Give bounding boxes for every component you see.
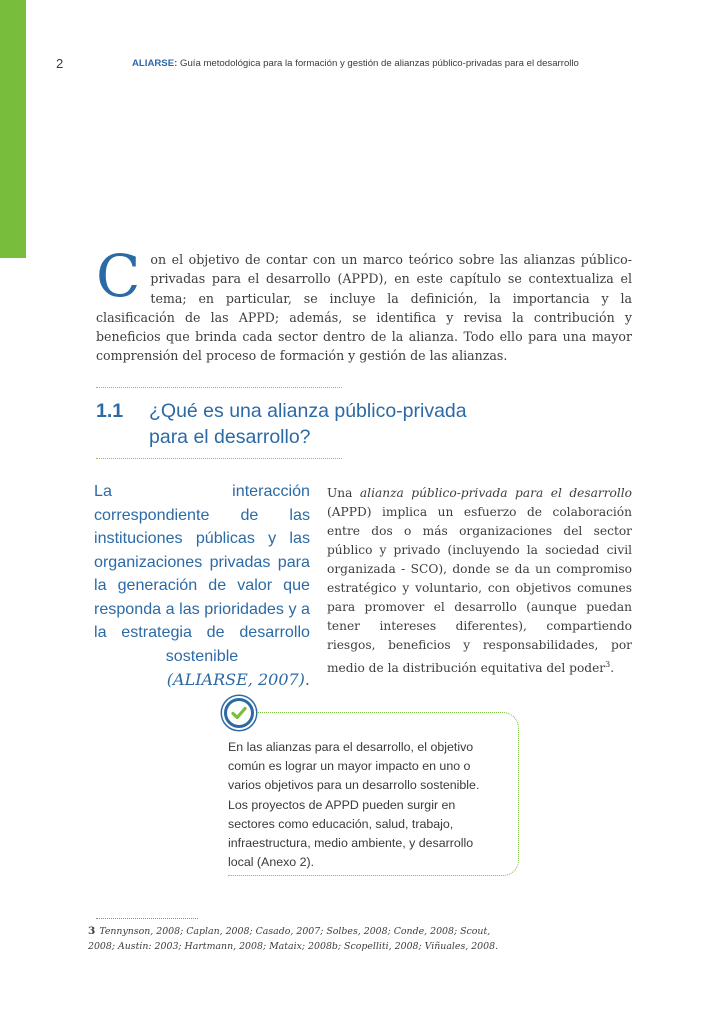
footnote-divider	[96, 918, 198, 919]
page-number: 2	[56, 56, 64, 71]
definition-lead: Una	[327, 486, 360, 500]
definition-term: alianza público-privada para el desarrollo	[359, 486, 633, 500]
footnote-mark: 3	[88, 925, 96, 937]
pull-quote-text: La interacción correspondiente de las instituciones públicas y las organizaciones privadas para la generación de valor que responda a las prioridades y a la estrategia de desarrollo sostenible	[94, 482, 310, 665]
heading-top-divider	[96, 387, 342, 388]
header-brand: ALIARSE:	[132, 58, 178, 69]
side-color-bar	[0, 0, 26, 258]
pull-quote	[94, 480, 310, 692]
pull-quote-citation: (ALIARSE, 2007).	[166, 670, 310, 689]
callout-text: En las alianzas para el desarrollo, el objetivo común es lograr un mayor impacto en uno o varios objetivos para un desarrollo sostenible. Los proyectos de APPD pueden surgir en sectores como educación, salud, trabajo, infraestructura, medio ambiente, y desarrollo local (Anexo 2).	[228, 740, 480, 870]
running-header	[132, 58, 579, 69]
footnote-text: Tennynson, 2008; Caplan, 2008; Casado, 2007; Solbes, 2008; Conde, 2008; Scout, 2008; Austin: 2003; Hartmann, 2008; Mataix; 2008b; Scopelliti, 2008; Viñuales, 2008.	[88, 926, 499, 952]
footnote	[88, 924, 518, 954]
intro-text: on el objetivo de contar con un marco teórico sobre las alianzas público-privadas para el desarrollo (APPD), en este capítulo se contextualiza el tema; en particular, se incluye la definición, la importancia y la clasificación de las APPD; además, se identifica y revisa la contribución y beneficios que brinda cada sector dentro de la alianza. Todo ello para una mayor comprensión del proceso de formación y gestión de las alianzas.	[96, 252, 632, 364]
drop-cap: C	[96, 242, 141, 310]
definition-paragraph	[327, 484, 632, 678]
definition-text: (APPD) implica un esfuerzo de colaboración entre dos o más organizaciones del sector público y privado (incluyendo la sociedad civil organizada - SCO), donde se da un compromiso estratégico y voluntario, con objetivos comunes para promover el desarrollo (aunque puedan tener intereses diferentes), compartiendo riesgos, beneficios y responsabilidades, por medio de la distribución equitativa del poder	[327, 505, 632, 676]
section-number: 1.1	[96, 400, 124, 422]
footnote-reference: 3	[605, 660, 611, 669]
section-title: ¿Qué es una alianza público-privada para el desarrollo?	[149, 400, 467, 448]
intro-paragraph	[96, 242, 632, 366]
heading-bottom-divider	[96, 458, 342, 459]
definition-end: .	[610, 661, 615, 676]
check-icon	[222, 696, 256, 730]
header-title: Guía metodológica para la formación y gestión de alianzas público-privadas para el desarrollo	[177, 58, 579, 69]
